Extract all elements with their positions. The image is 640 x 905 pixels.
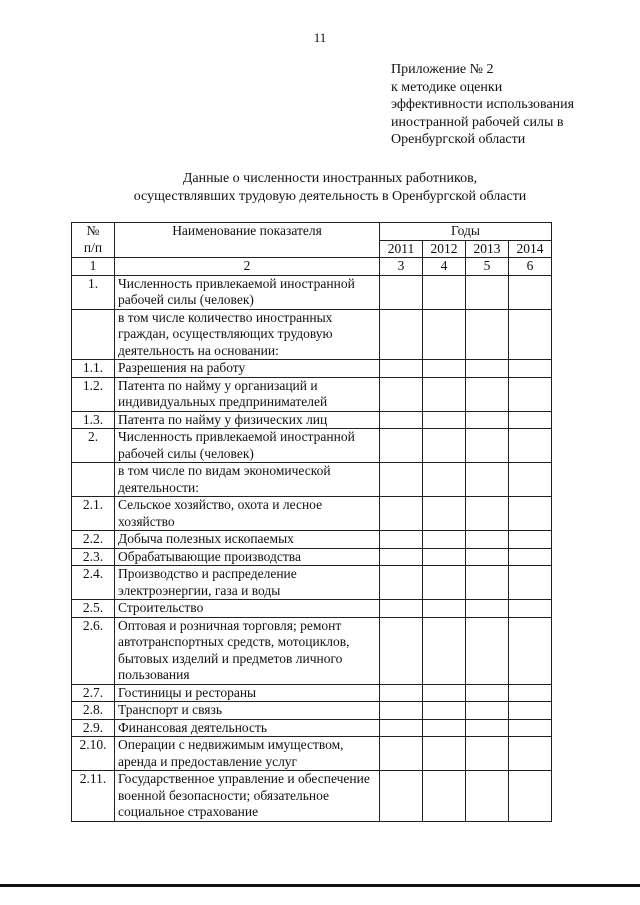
year-value-cell [509, 737, 552, 771]
year-value-cell [509, 617, 552, 684]
appendix-line: Приложение № 2 [391, 62, 494, 77]
year-value-cell [380, 617, 423, 684]
row-indicator-name: Сельское хозяйство, охота и лесное хозяйство [115, 497, 380, 531]
table-row [72, 275, 552, 309]
year-value-cell [466, 377, 509, 411]
column-index: 1 [72, 258, 115, 276]
year-value-cell [466, 617, 509, 684]
year-value-cell [423, 684, 466, 702]
year-value-cell [466, 531, 509, 549]
appendix-line: Оренбургской области [391, 132, 526, 147]
header-year: 2012 [423, 240, 466, 258]
year-value-cell [380, 411, 423, 429]
year-value-cell [423, 463, 466, 497]
year-value-cell [380, 429, 423, 463]
row-indicator-name: Производство и распределение электроэнергии, газа и воды [115, 566, 380, 600]
column-index: 4 [423, 258, 466, 276]
year-value-cell [423, 600, 466, 618]
header-year: 2011 [380, 240, 423, 258]
year-value-cell [380, 600, 423, 618]
table-row [72, 531, 552, 549]
header-year: 2014 [509, 240, 552, 258]
table-row [72, 719, 552, 737]
year-value-cell [509, 771, 552, 822]
row-number: 2.10. [72, 737, 115, 771]
header-years: Годы [380, 223, 552, 241]
year-value-cell [466, 684, 509, 702]
row-indicator-name: Гостиницы и рестораны [115, 684, 380, 702]
year-value-cell [423, 497, 466, 531]
table-row [72, 600, 552, 618]
table-row [72, 429, 552, 463]
year-value-cell [380, 719, 423, 737]
appendix-line: иностранной рабочей силы в [391, 114, 564, 130]
year-value-cell [423, 617, 466, 684]
table-row [72, 309, 552, 360]
row-number: 2. [72, 429, 115, 463]
year-value-cell [466, 600, 509, 618]
row-indicator-name: Патента по найму у организаций и индивидуальных предпринимателей [115, 377, 380, 411]
year-value-cell [466, 719, 509, 737]
year-value-cell [380, 702, 423, 720]
year-value-cell [509, 463, 552, 497]
year-value-cell [509, 702, 552, 720]
column-index-row [72, 258, 552, 276]
appendix-line: к методике оценки [391, 79, 503, 95]
row-number: 2.4. [72, 566, 115, 600]
year-value-cell [509, 497, 552, 531]
row-indicator-name: Обрабатывающие производства [115, 548, 380, 566]
row-number: 2.3. [72, 548, 115, 566]
row-number: 1.3. [72, 411, 115, 429]
year-value-cell [466, 309, 509, 360]
row-indicator-name: Добыча полезных ископаемых [115, 531, 380, 549]
table-row [72, 463, 552, 497]
row-indicator-name: Оптовая и розничная торговля; ремонт автотранспортных средств, мотоциклов, бытовых изделий и предметов личного пользования [115, 617, 380, 684]
year-value-cell [380, 360, 423, 378]
table-row [72, 566, 552, 600]
row-number: 2.2. [72, 531, 115, 549]
row-number: 2.6. [72, 617, 115, 684]
row-number: 2.8. [72, 702, 115, 720]
row-number: 1. [72, 275, 115, 309]
year-value-cell [509, 531, 552, 549]
year-value-cell [423, 275, 466, 309]
year-value-cell [423, 360, 466, 378]
year-value-cell [466, 702, 509, 720]
column-index: 5 [466, 258, 509, 276]
row-indicator-name: Операции с недвижимым имуществом, аренда и предоставление услуг [115, 737, 380, 771]
header-name: Наименование показателя [115, 223, 380, 258]
year-value-cell [380, 275, 423, 309]
table-row [72, 377, 552, 411]
header-num: № п/п [72, 223, 115, 258]
year-value-cell [423, 771, 466, 822]
row-indicator-name: Транспорт и связь [115, 702, 380, 720]
year-value-cell [380, 531, 423, 549]
year-value-cell [509, 719, 552, 737]
table-row [72, 497, 552, 531]
table-row [72, 684, 552, 702]
table-row [72, 548, 552, 566]
title-line-1: Данные о численности иностранных работников, [182, 171, 478, 186]
table-row [72, 360, 552, 378]
year-value-cell [380, 771, 423, 822]
year-value-cell [423, 531, 466, 549]
year-value-cell [423, 548, 466, 566]
year-value-cell [466, 497, 509, 531]
row-indicator-name: в том числе по видам экономической деятельности: [115, 463, 380, 497]
year-value-cell [466, 429, 509, 463]
row-indicator-name: Государственное управление и обеспечение военной безопасности; обязательное социальное страхование [115, 771, 380, 822]
year-value-cell [466, 548, 509, 566]
row-number: 2.1. [72, 497, 115, 531]
table-row [72, 737, 552, 771]
year-value-cell [380, 684, 423, 702]
year-value-cell [380, 463, 423, 497]
column-index: 3 [380, 258, 423, 276]
table-body [72, 275, 552, 821]
year-value-cell [380, 497, 423, 531]
year-value-cell [380, 566, 423, 600]
year-value-cell [423, 719, 466, 737]
table-row [72, 702, 552, 720]
column-index: 2 [115, 258, 380, 276]
title-line-2: осуществлявших трудовую деятельность в Оренбургской области [133, 189, 527, 204]
row-indicator-name: Численность привлекаемой иностранной рабочей силы (человек) [115, 275, 380, 309]
year-value-cell [380, 548, 423, 566]
bottom-rule [0, 884, 640, 887]
year-value-cell [509, 429, 552, 463]
year-value-cell [466, 360, 509, 378]
year-value-cell [466, 411, 509, 429]
row-number [72, 309, 115, 360]
year-value-cell [509, 548, 552, 566]
year-value-cell [380, 377, 423, 411]
year-value-cell [509, 684, 552, 702]
year-value-cell [423, 566, 466, 600]
row-indicator-name: Численность привлекаемой иностранной рабочей силы (человек) [115, 429, 380, 463]
page-number: 11 [313, 30, 327, 45]
year-value-cell [423, 377, 466, 411]
year-value-cell [509, 360, 552, 378]
row-indicator-name: Патента по найму у физических лиц [115, 411, 380, 429]
year-value-cell [423, 737, 466, 771]
table-row [72, 771, 552, 822]
table-row [72, 411, 552, 429]
column-index: 6 [509, 258, 552, 276]
appendix-line: эффективности использования [391, 97, 575, 112]
year-value-cell [380, 309, 423, 360]
row-number: 2.9. [72, 719, 115, 737]
row-indicator-name: Разрешения на работу [115, 360, 380, 378]
row-number: 1.2. [72, 377, 115, 411]
year-value-cell [509, 275, 552, 309]
year-value-cell [423, 309, 466, 360]
year-value-cell [423, 702, 466, 720]
data-table [71, 222, 552, 822]
header-year: 2013 [466, 240, 509, 258]
row-indicator-name: Финансовая деятельность [115, 719, 380, 737]
year-value-cell [509, 411, 552, 429]
row-number: 1.1. [72, 360, 115, 378]
year-value-cell [423, 411, 466, 429]
appendix-note [391, 61, 631, 149]
year-value-cell [509, 600, 552, 618]
year-value-cell [509, 566, 552, 600]
year-value-cell [466, 771, 509, 822]
row-number: 2.11. [72, 771, 115, 822]
row-number: 2.7. [72, 684, 115, 702]
row-number [72, 463, 115, 497]
year-value-cell [466, 463, 509, 497]
row-number: 2.5. [72, 600, 115, 618]
year-value-cell [466, 566, 509, 600]
year-value-cell [466, 275, 509, 309]
row-indicator-name: в том числе количество иностранных граждан, осуществляющих трудовую деятельность на основании: [115, 309, 380, 360]
year-value-cell [509, 377, 552, 411]
year-value-cell [423, 429, 466, 463]
year-value-cell [380, 737, 423, 771]
table-row [72, 617, 552, 684]
year-value-cell [466, 737, 509, 771]
document-title [70, 170, 590, 206]
row-indicator-name: Строительство [115, 600, 380, 618]
year-value-cell [509, 309, 552, 360]
